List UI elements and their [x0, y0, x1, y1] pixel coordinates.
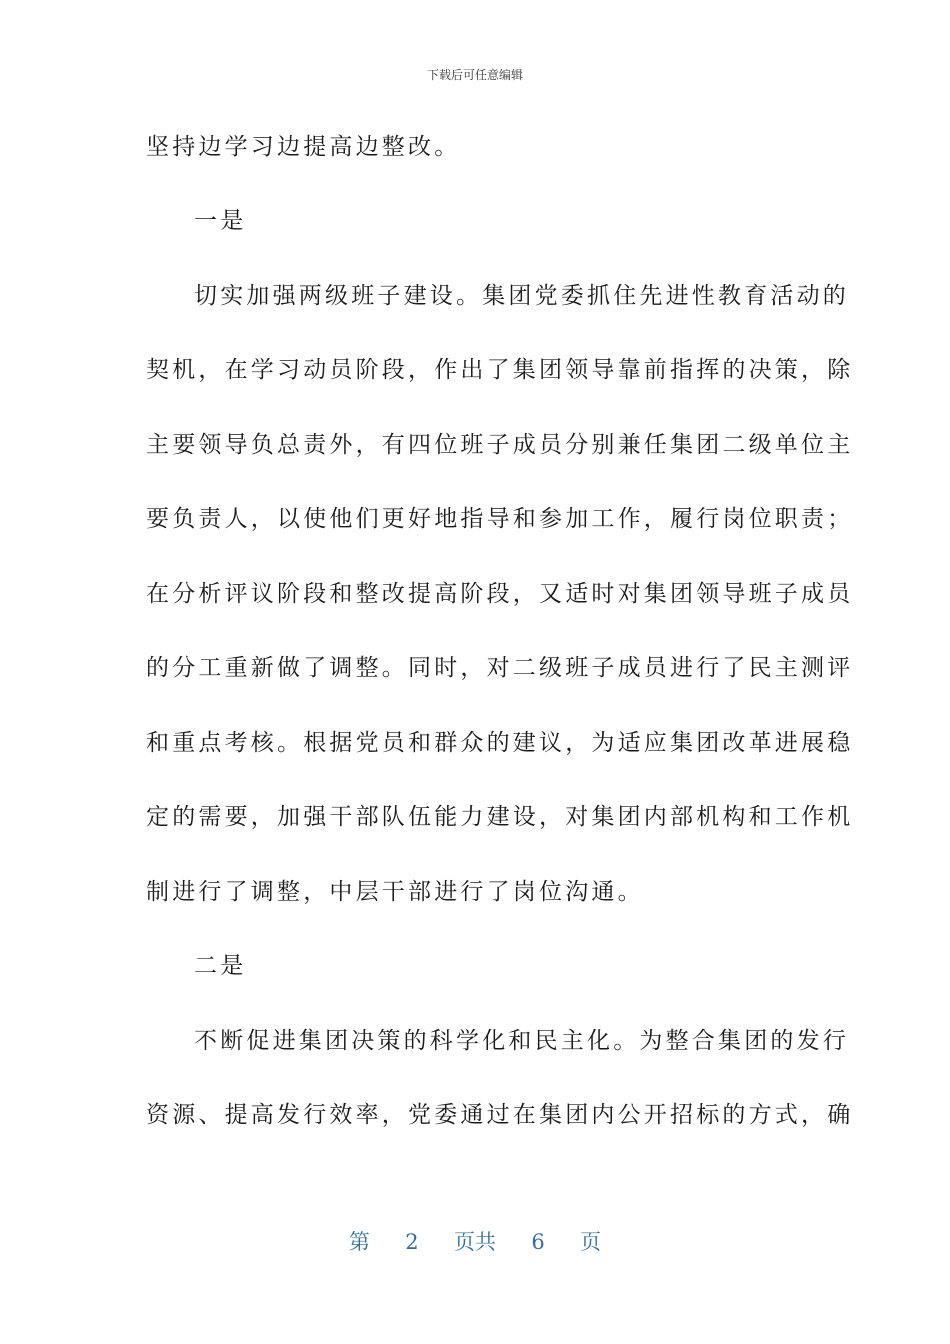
body-line: 切实加强两级班子建设。集团党委抓住先进性教育活动的 [194, 283, 849, 309]
body-line: 在分析评议阶段和整改提高阶段，又适时对集团领导班子成员 [146, 581, 854, 607]
body-line: 坚持边学习边提高边整改。 [146, 134, 461, 160]
page-prefix: 第 [348, 1230, 370, 1254]
body-line: 要负责人，以使他们更好地指导和参加工作，履行岗位职责； [146, 506, 854, 532]
page-footer [0, 1226, 950, 1256]
body-line: 不断促进集团决策的科学化和民主化。为整合集团的发行 [194, 1028, 849, 1054]
body-line: 制进行了调整，中层干部进行了岗位沟通。 [146, 879, 644, 905]
header-note: 下载后可任意编辑 [426, 68, 523, 82]
page-suffix: 页 [580, 1230, 602, 1254]
section-heading: 一是 [194, 208, 247, 234]
section-heading: 二是 [194, 953, 247, 979]
body-line: 契机，在学习动员阶段，作出了集团领导靠前指挥的决策，除 [146, 357, 854, 383]
page-middle: 页共 [454, 1230, 496, 1254]
body-line: 和重点考核。根据党员和群众的建议，为适应集团改革进展稳 [146, 730, 854, 756]
body-line: 资源、提高发行效率，党委通过在集团内公开招标的方式，确 [146, 1102, 854, 1128]
page-current: 2 [405, 1230, 419, 1254]
page-total: 6 [531, 1230, 545, 1254]
body-line: 定的需要，加强干部队伍能力建设，对集团内部机构和工作机 [146, 804, 854, 830]
body-line: 的分工重新做了调整。同时，对二级班子成员进行了民主测评 [146, 655, 854, 681]
body-line: 主要领导负总责外，有四位班子成员分别兼任集团二级单位主 [146, 432, 854, 458]
